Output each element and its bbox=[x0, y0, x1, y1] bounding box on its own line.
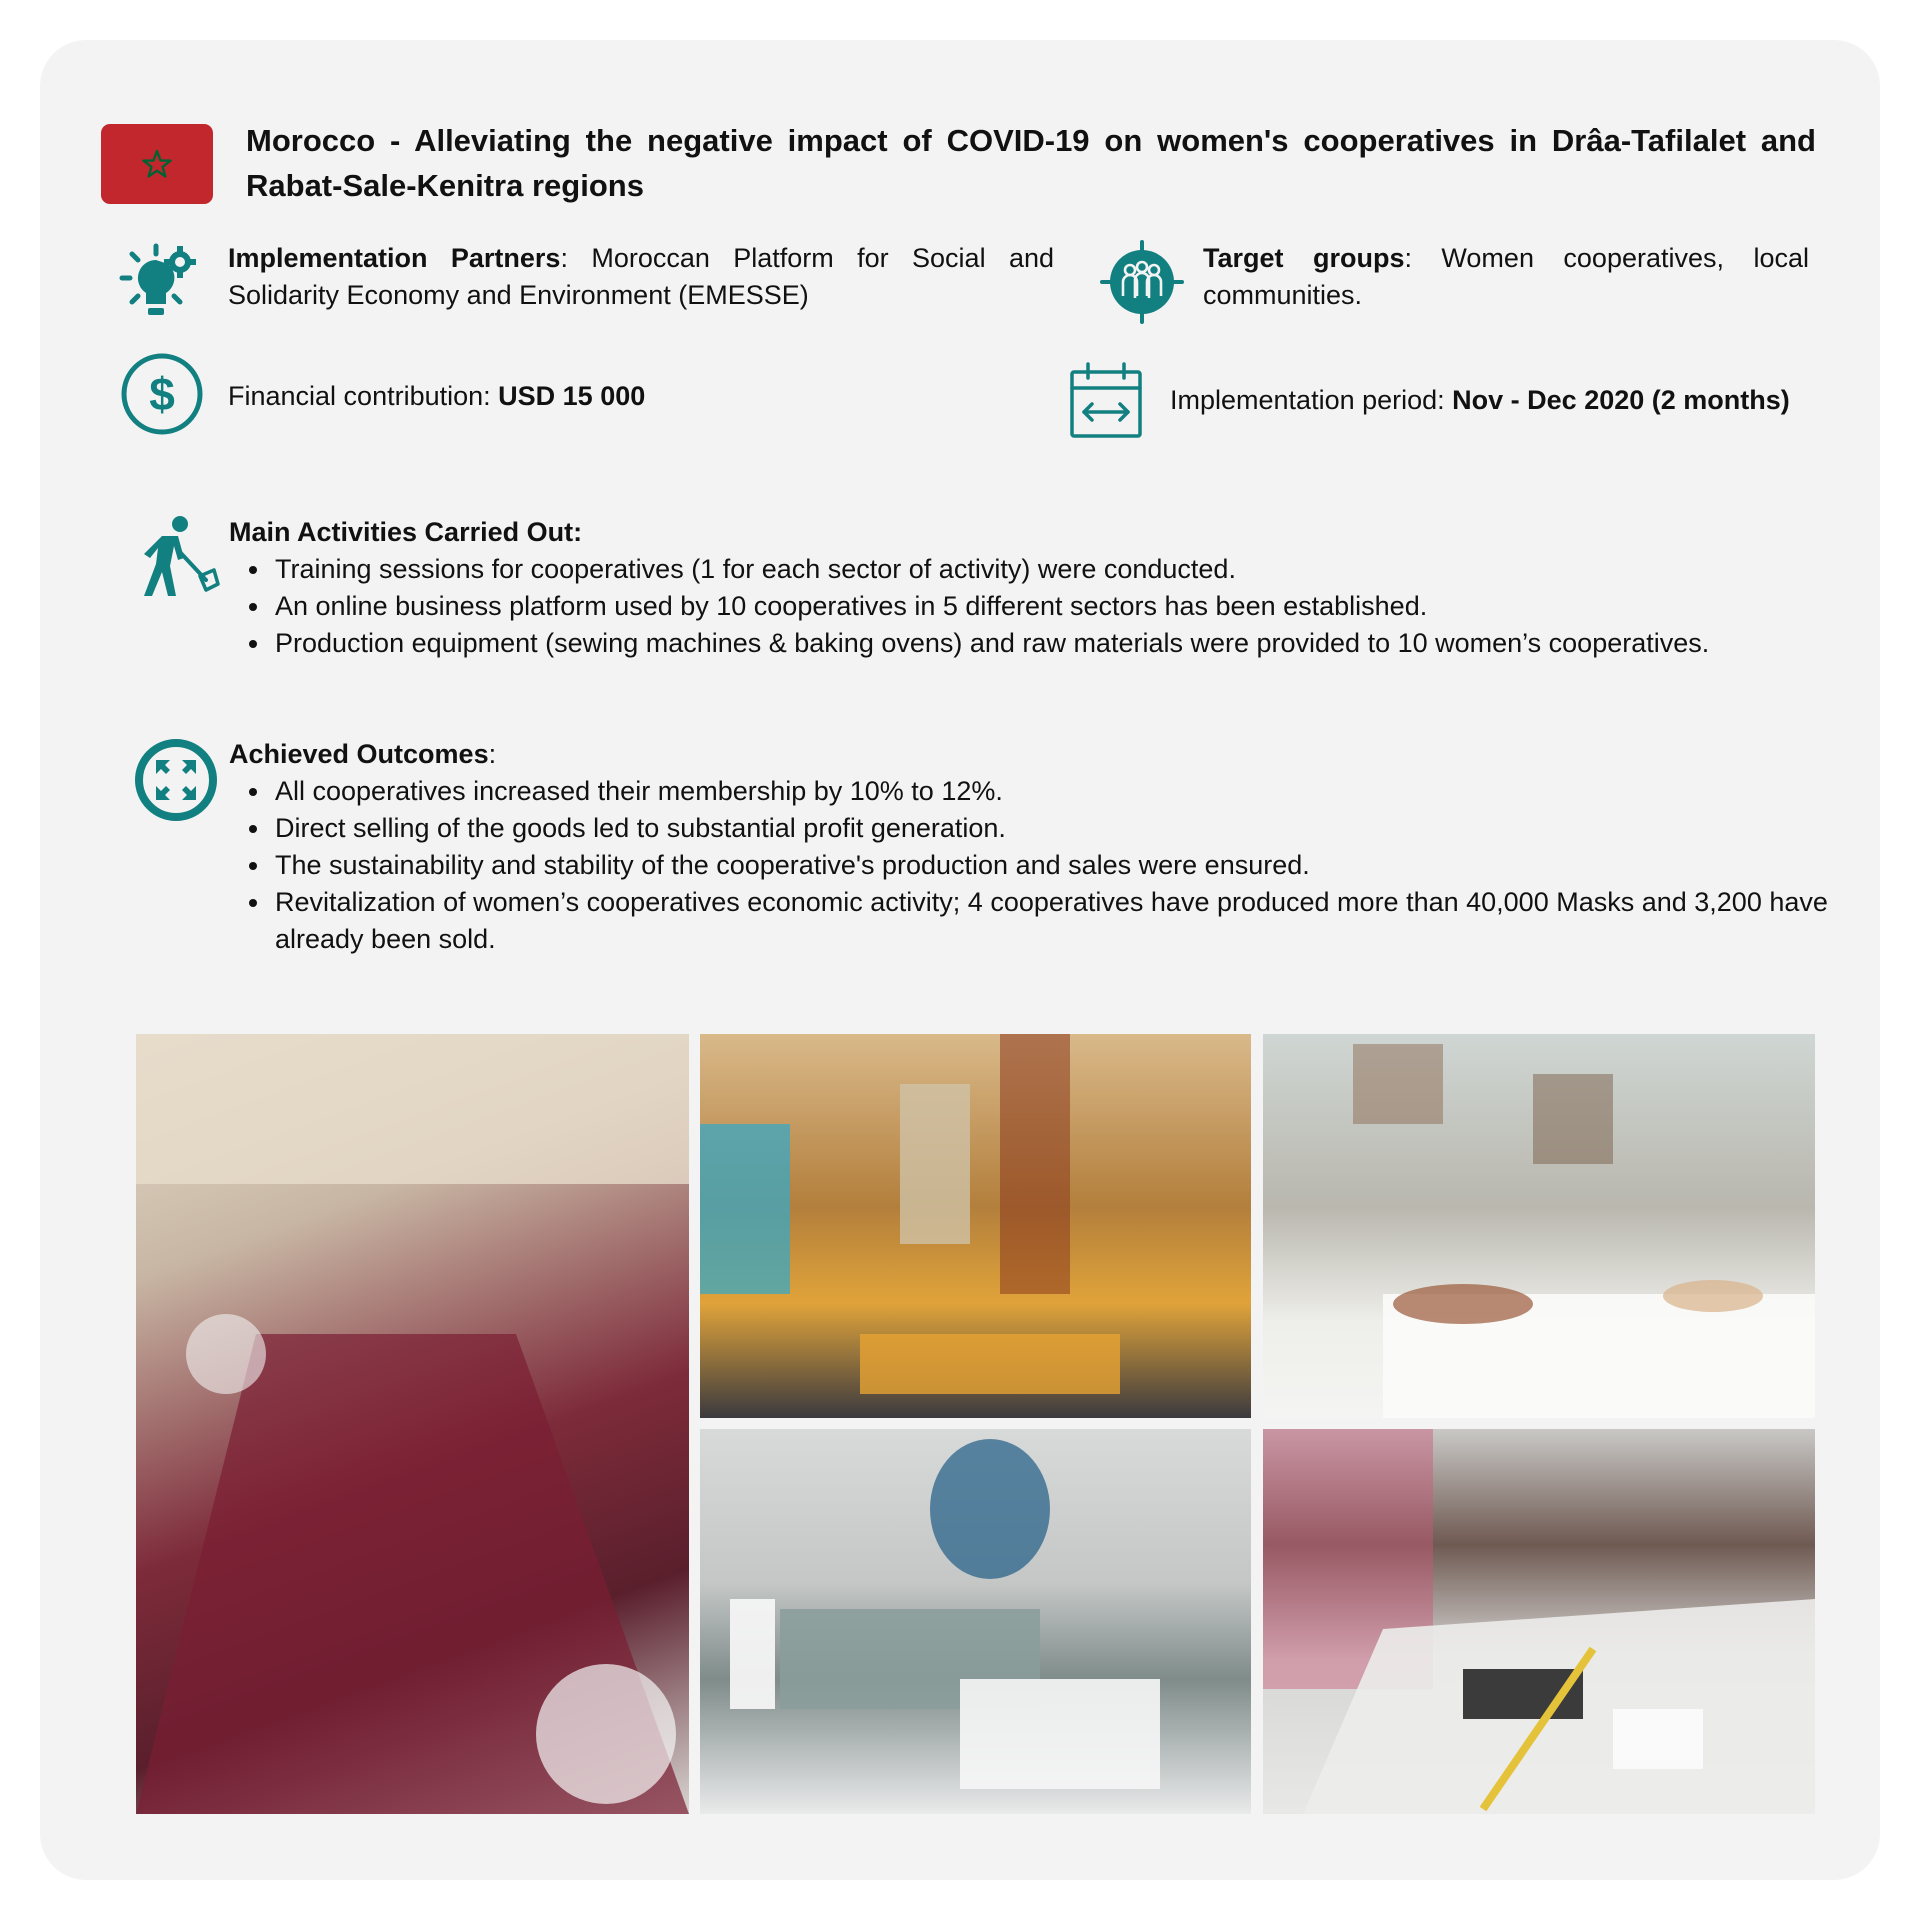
flag-star-icon bbox=[142, 149, 172, 179]
implementation-partners bbox=[228, 240, 1054, 314]
activities-list bbox=[229, 551, 1835, 662]
financial-label: Financial contribution: bbox=[228, 381, 499, 411]
list-item: The sustainability and stability of the cooperative's production and sales were ensured. bbox=[275, 847, 1860, 884]
partners-label: Implementation Partners bbox=[228, 243, 561, 273]
target-label: Target groups bbox=[1203, 243, 1405, 273]
calendar-arrows-icon bbox=[1068, 360, 1144, 440]
photo-sewing-shapes bbox=[700, 1429, 1251, 1814]
photo-mask-shapes bbox=[1263, 1429, 1815, 1814]
financial-contribution bbox=[228, 378, 848, 415]
list-item: Training sessions for cooperatives (1 for each sector of activity) were conducted. bbox=[275, 551, 1835, 588]
implementation-period bbox=[1170, 382, 1820, 419]
target-value: : Women cooperatives, local communities. bbox=[1203, 243, 1809, 310]
photo-sewing-machine bbox=[700, 1429, 1251, 1814]
photo-baking-workshop bbox=[1263, 1034, 1815, 1418]
lightbulb-gear-icon bbox=[118, 240, 206, 328]
list-item: Production equipment (sewing machines & baking ovens) and raw materials were provided to 10 women’s cooperatives. bbox=[275, 625, 1835, 662]
list-item: All cooperatives increased their membership by 10% to 12%. bbox=[275, 773, 1860, 810]
photo-mask-cutting bbox=[1263, 1429, 1815, 1814]
worker-shovel-icon bbox=[134, 514, 220, 600]
dollar-circle-icon bbox=[120, 352, 204, 436]
page-title: Morocco - Alleviating the negative impact of COVID-19 on women's cooperatives in Drâa-Tafilalet and Rabat-Sale-Kenitra regions bbox=[246, 123, 1816, 203]
people-group-icon bbox=[1100, 240, 1184, 324]
photo-baking-shapes bbox=[1263, 1034, 1815, 1418]
financial-value: USD 15 000 bbox=[498, 381, 646, 411]
photo-food-table-shapes bbox=[136, 1034, 689, 1814]
list-item: Direct selling of the goods led to substantial profit generation. bbox=[275, 810, 1860, 847]
outcomes-heading-colon: : bbox=[488, 739, 497, 769]
period-label: Implementation period: bbox=[1170, 385, 1453, 415]
partners-value: : Moroccan Platform for Social and Solidarity Economy and Environment (EMESSE) bbox=[228, 243, 1054, 310]
outcomes-heading bbox=[229, 736, 496, 773]
list-item: An online business platform used by 10 cooperatives in 5 different sectors has been established. bbox=[275, 588, 1835, 625]
photo-classroom-training bbox=[700, 1034, 1251, 1418]
list-item: Revitalization of women’s cooperatives economic activity; 4 cooperatives have produced more than 40,000 Masks and 3,200 have already been sold. bbox=[275, 884, 1860, 958]
period-value: Nov - Dec 2020 (2 months) bbox=[1452, 385, 1790, 415]
photo-classroom-shapes bbox=[700, 1034, 1251, 1418]
svg-text:$: $ bbox=[149, 368, 175, 420]
morocco-flag bbox=[101, 124, 213, 204]
outcomes-list bbox=[229, 773, 1860, 958]
photo-food-table bbox=[136, 1034, 689, 1814]
activities-heading: Main Activities Carried Out: bbox=[229, 517, 583, 547]
target-groups bbox=[1203, 240, 1809, 314]
outcomes-heading-text: Achieved Outcomes bbox=[229, 739, 489, 769]
expand-arrows-circle-icon bbox=[134, 738, 218, 822]
